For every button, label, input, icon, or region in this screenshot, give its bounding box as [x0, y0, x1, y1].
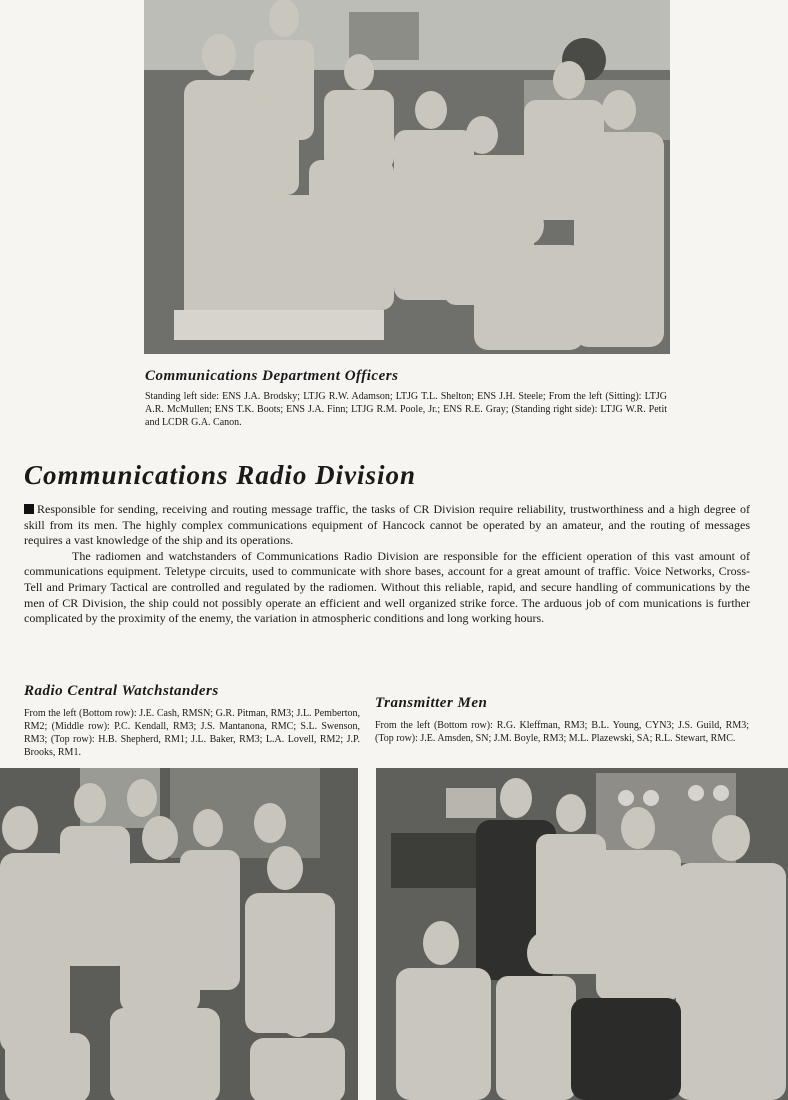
transmitter-photo-art — [376, 768, 788, 1100]
officers-photo-art — [144, 0, 670, 354]
section-bullet — [24, 504, 34, 514]
division-paragraph-1 — [24, 502, 750, 549]
watchstanders-caption: From the left (Bottom row): J.E. Cash, RMSN; G.R. Pitman, RM3; J.L. Pemberton, RM2; (Middle row): P.C. Kendall, RM3; J.S. Mantanona, RMC; S.L. Swenson, RM3; (Top row): H.B. Shepherd, RM1; J.L. Baker, RM3; L.A. Lovell, RM2; J.P. Brooks, RM1. — [24, 708, 360, 758]
watchstanders-photo-art — [0, 768, 358, 1100]
transmitter-caption: From the left (Bottom row): R.G. Kleffman, RM3; B.L. Young, CYN3; J.S. Guild, RM3; (Top row): J.E. Amsden, SN; J.M. Boyle, RM3; M.L. Plazewski, SA; R.L. Stewart, RMC. — [375, 720, 749, 744]
watchstanders-photo — [0, 768, 358, 1100]
watchstanders-caption-title: Radio Central Watchstanders — [24, 683, 219, 699]
transmitter-photo — [376, 768, 788, 1100]
officers-caption: Standing left side: ENS J.A. Brodsky; LTJG R.W. Adamson; LTJG T.L. Shelton; ENS J.H. Steele; From the left (Sitting): LTJG A.R. McMullen; ENS T.K. Boots; ENS J.A. Finn; LTJG R.M. Poole, Jr.; ENS R.E. Gray; (Standing right side): LTJG W.R. Petit and LCDR G.A. Canon. — [145, 391, 667, 428]
division-paragraph-2: The radiomen and watchstanders of Communications Radio Division are responsible for the efficient operation of this vast amount of communications equipment. Teletype circuits, used to communicate with shore bases, account for a great amount of traffic. Voice Networks, Cross-Tell and Primary Tactical are controlled and regulated by the radiomen. Without this reliable, rapid, and secure handling of communications by the men of CR Division, the ship could not possibly operate an efficient and well organized strike force. The arduous job of com munications is further complicated by the proximity of the enemy, the variation in atmospheric conditions and long working hours. — [24, 548, 750, 626]
division-body — [24, 502, 750, 627]
officers-photo — [144, 0, 670, 354]
transmitter-caption-title: Transmitter Men — [375, 695, 488, 711]
division-paragraph-1-text: Responsible for sending, receiving and routing message traffic, the tasks of CR Division require reliability, trustworthiness and a high degree of skill from its men. The highly complex communications equipment of Hancock cannot be operated by an amateur, and the routing of messages requires a vast knowledge of the ship and its operations. — [24, 502, 750, 548]
division-heading: Communications Radio Division — [24, 460, 417, 490]
officers-caption-title: Communications Department Officers — [145, 368, 399, 384]
